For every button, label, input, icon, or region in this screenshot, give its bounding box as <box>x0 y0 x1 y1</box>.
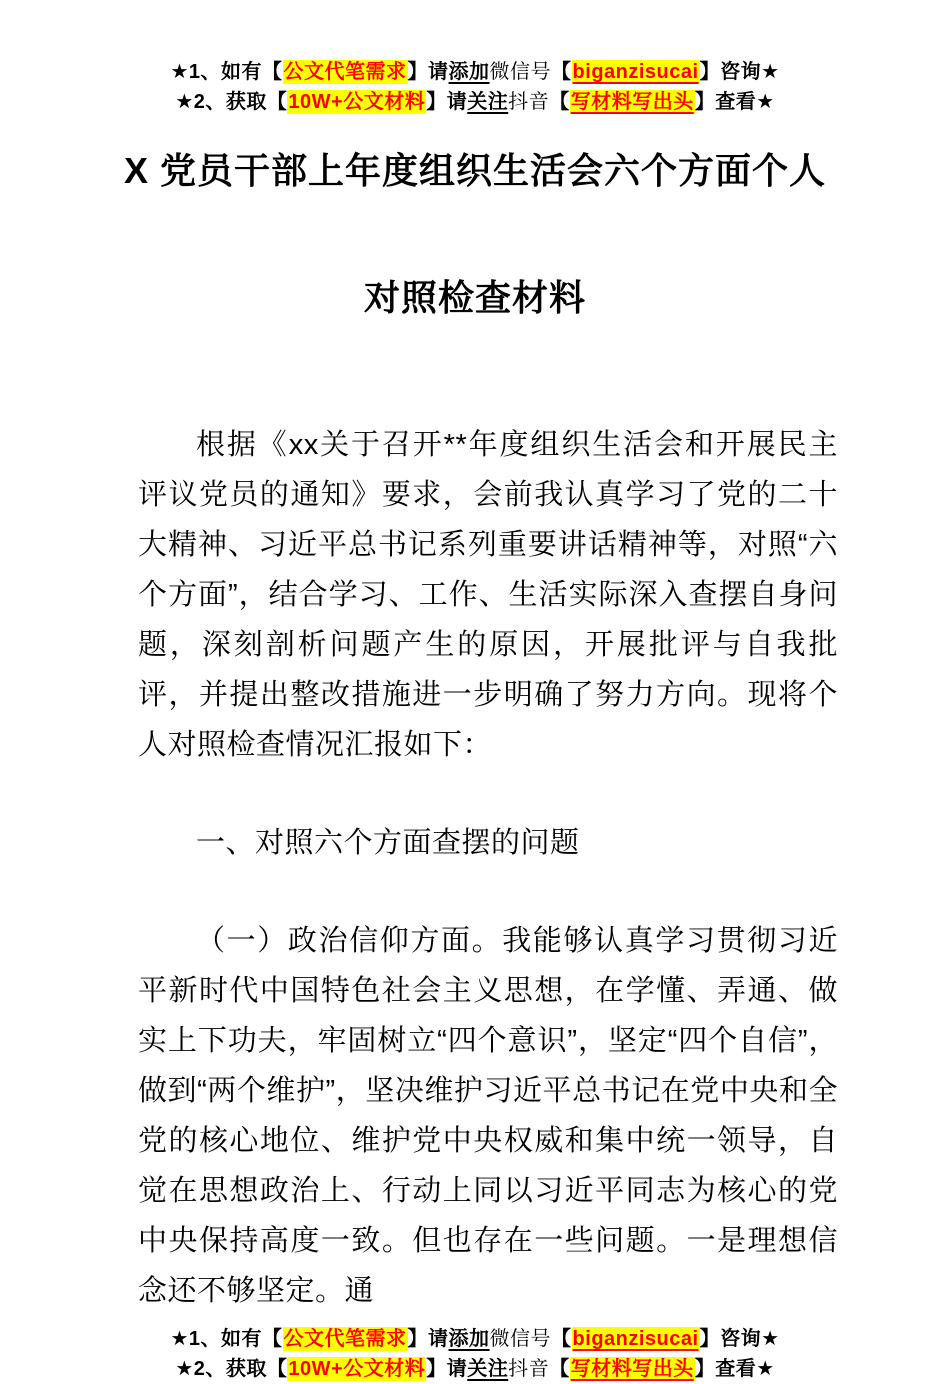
document-body <box>138 420 838 1316</box>
banner-text: ★1、如有【 <box>170 1328 283 1350</box>
banner-line <box>0 87 950 117</box>
banner-highlight-text: 10W+公文材料 <box>288 91 426 113</box>
banner-highlight-text: 写材料写出头 <box>570 1358 694 1380</box>
paragraph: 根据《xx关于召开**年度组织生活会和开展民主评议党员的通知》要求，会前我认真学习了党的二十大精神、习近平总书记系列重要讲话精神等，对照“六个方面”，结合学习、工作、生活实际深入查摆自身问题，深刻剖析问题产生的原因，开展批评与自我批评，并提出整改措施进一步明确了努力方向。现将个人对照检查情况汇报如下： <box>138 429 838 761</box>
paragraph: （一）政治信仰方面。我能够认真学习贯彻习近平新时代中国特色社会主义思想，在学懂、弄通、做实上下功夫，牢固树立“四个意识”，坚定“四个自信”，做到“两个维护”，坚决维护习近平总书记在党中央和全党的核心地位、维护党中央权威和集中统一领导，自觉在思想政治上、行动上同以习近平同志为核心的党中央保持高度一致。但也存在一些问题。一是理想信念还不够坚定。通 <box>138 925 838 1307</box>
banner-text: 【 <box>551 1328 572 1350</box>
banner-highlight-text: biganzisucai <box>572 1328 699 1350</box>
banner-text: 微信号 <box>489 61 552 83</box>
banner-text: 添加 <box>448 1328 490 1350</box>
banner-text: 微信号 <box>489 1328 552 1350</box>
banner-highlight-text: 10W+公文材料 <box>288 1358 426 1380</box>
banner-text: 抖音 <box>508 1358 550 1380</box>
banner-text: ★2、获取【 <box>175 1358 288 1380</box>
banner-text: 】请 <box>407 1328 449 1350</box>
banner-line <box>0 1354 950 1384</box>
banner-text: 】查看★ <box>694 91 775 113</box>
banner-highlight-text: 写材料写出头 <box>570 91 694 113</box>
banner-text: 】请 <box>407 61 449 83</box>
footer-banner <box>0 1324 950 1384</box>
banner-text: 【 <box>549 1358 570 1380</box>
banner-highlight-text: biganzisucai <box>572 61 699 83</box>
section-heading: 一、对照六个方面查摆的问题 <box>196 827 580 859</box>
banner-text: 关注 <box>467 91 509 113</box>
banner-text: 【 <box>551 61 572 83</box>
title-line: X 党员干部上年度组织生活会六个方面个人 <box>123 150 826 191</box>
banner-highlight-text: 公文代笔需求 <box>283 61 407 83</box>
document-title <box>0 147 950 322</box>
banner-highlight-text: 公文代笔需求 <box>283 1328 407 1350</box>
banner-line <box>0 57 950 87</box>
banner-text: 关注 <box>467 1358 509 1380</box>
banner-text: 】请 <box>426 1358 468 1380</box>
banner-text: 】请 <box>426 91 468 113</box>
banner-text: 添加 <box>448 61 490 83</box>
banner-text: ★1、如有【 <box>170 61 283 83</box>
title-line: 对照检查材料 <box>363 277 586 318</box>
banner-text: 】查看★ <box>694 1358 775 1380</box>
banner-text: 抖音 <box>508 91 550 113</box>
banner-text: ★2、获取【 <box>175 91 288 113</box>
header-banner <box>0 57 950 117</box>
banner-text: 】咨询★ <box>699 61 780 83</box>
banner-text: 【 <box>549 91 570 113</box>
banner-text: 】咨询★ <box>699 1328 780 1350</box>
banner-line <box>0 1324 950 1354</box>
